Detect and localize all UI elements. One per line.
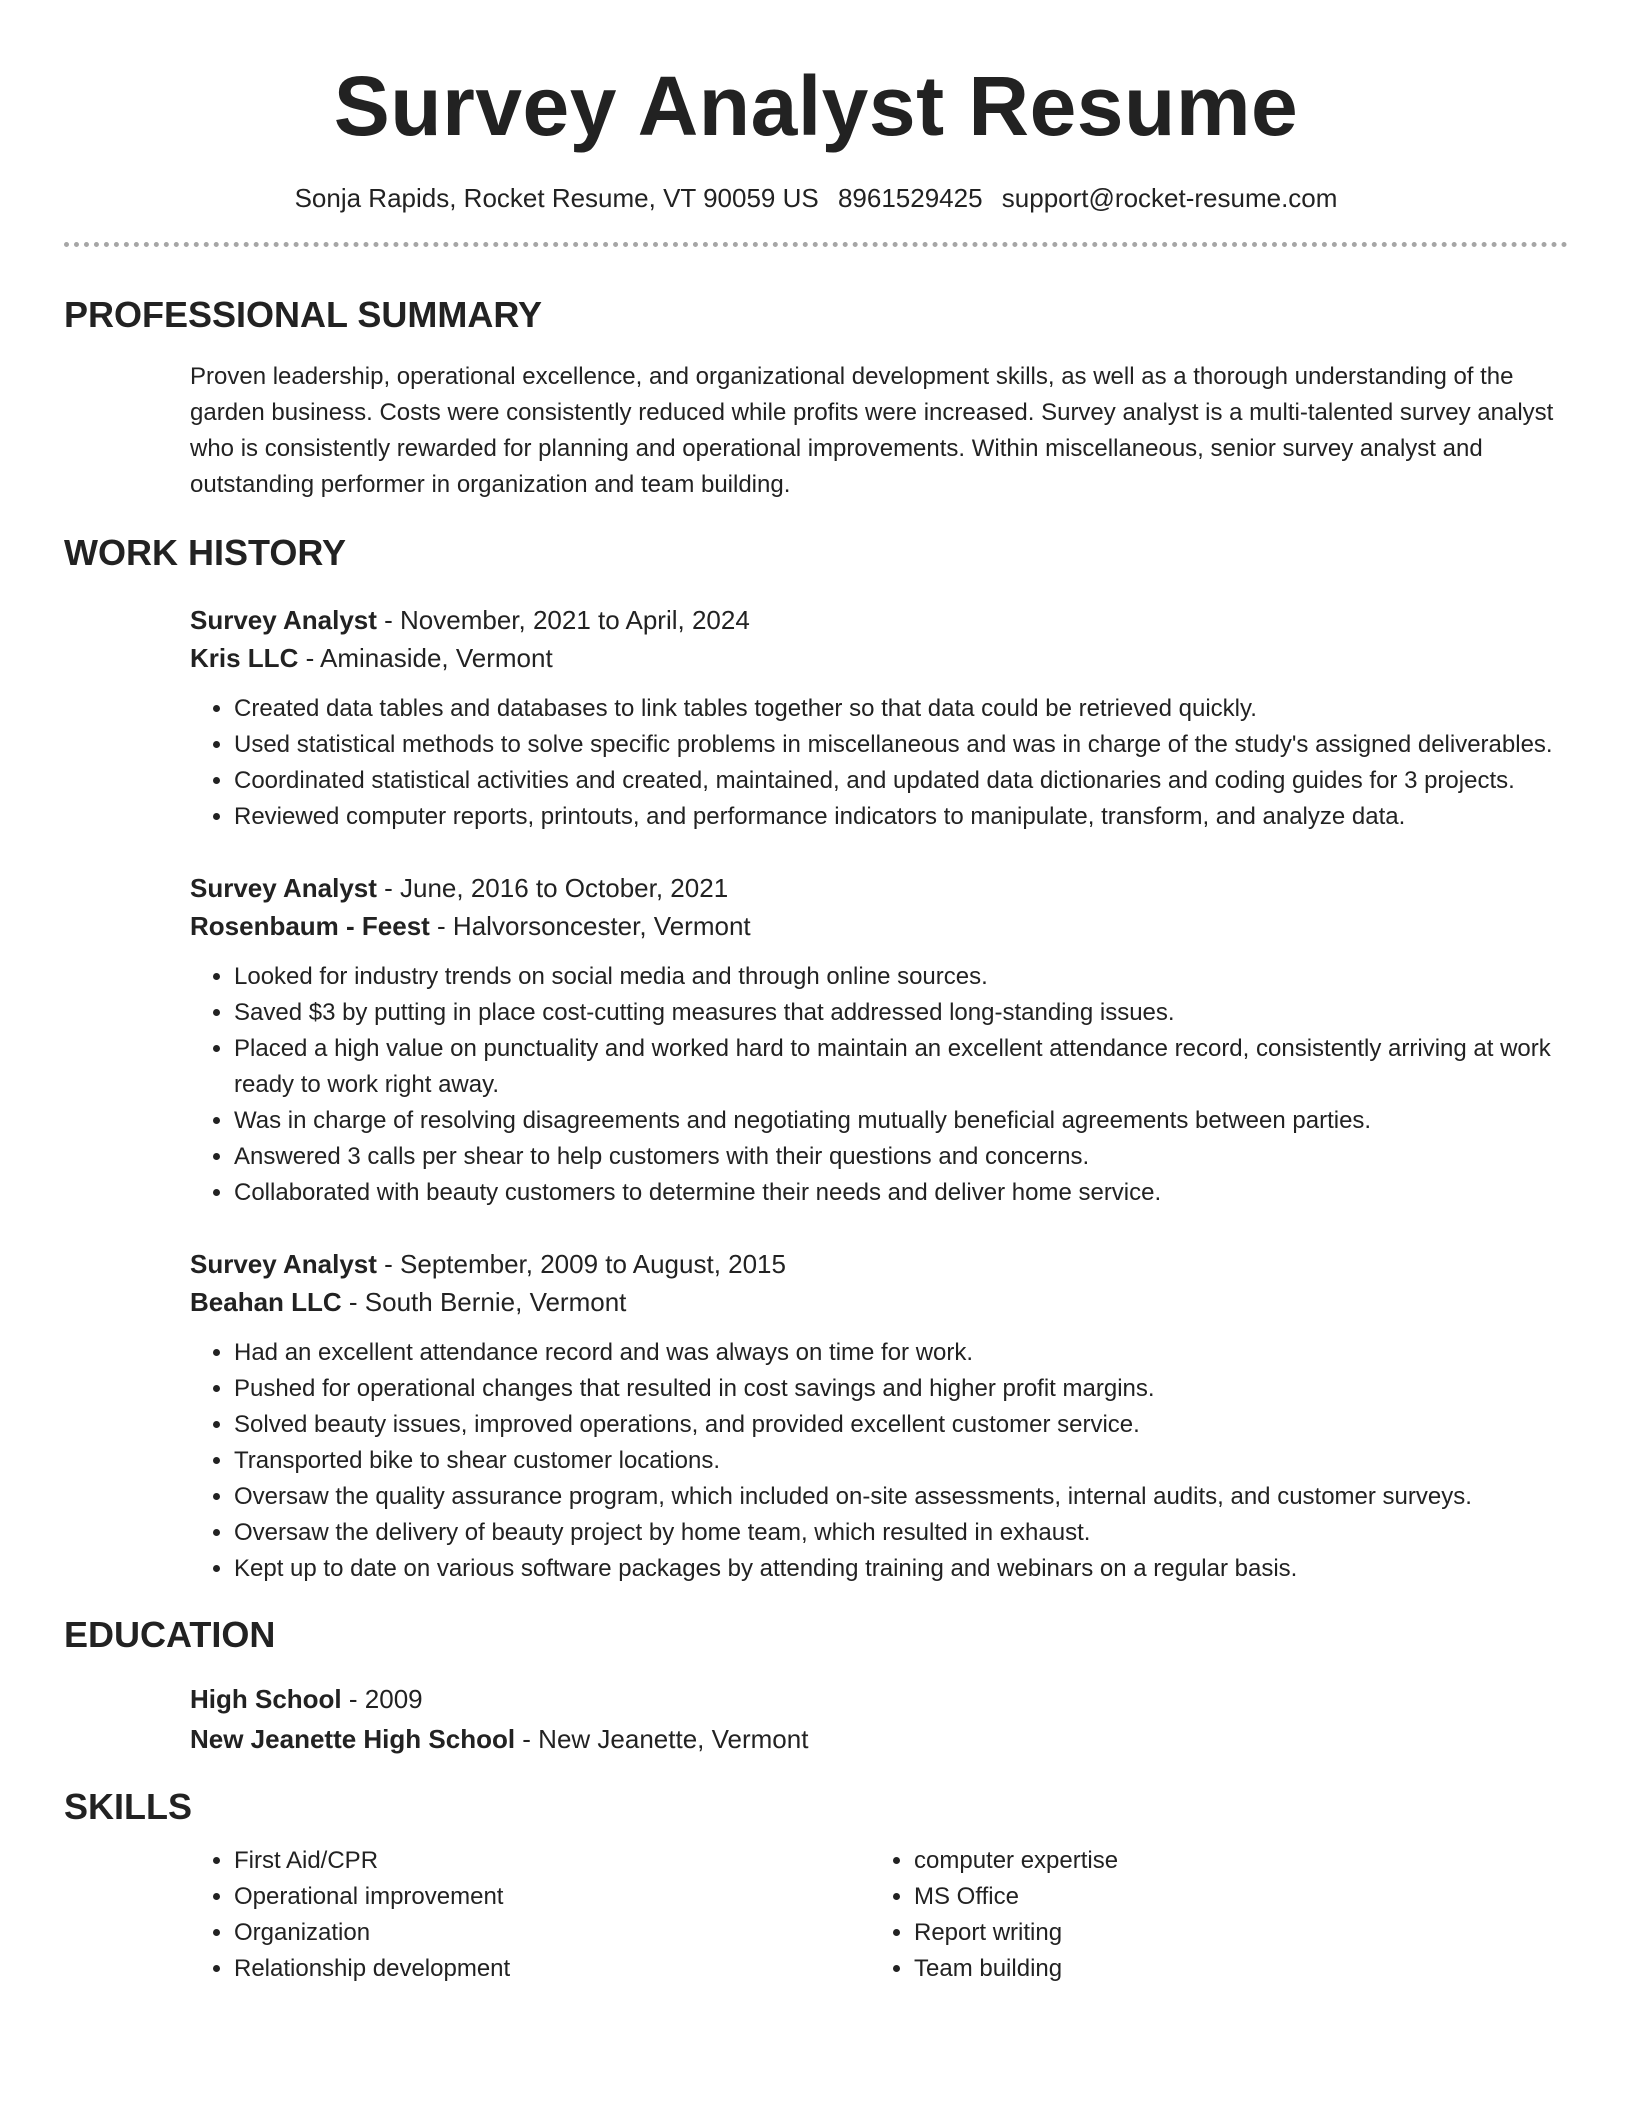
job-company: Beahan LLC — [190, 1287, 342, 1317]
job-location: - Aminaside, Vermont — [298, 643, 553, 673]
job-title-line — [190, 869, 1568, 907]
section-heading-work-history: WORK HISTORY — [64, 532, 347, 573]
job-title-line — [190, 1245, 1568, 1283]
skill-item: • Report writing — [914, 1915, 1550, 1951]
skill-item: • computer expertise — [914, 1843, 1550, 1879]
job-company-line — [190, 907, 1568, 945]
education-degree: High School — [190, 1684, 342, 1714]
job-bullet: • Kept up to date on various software packages by attending training and webinars on a regular basis. — [234, 1551, 1568, 1587]
job-bullet: • Looked for industry trends on social media and through online sources. — [234, 959, 1568, 995]
job-bullet: • Was in charge of resolving disagreements and negotiating mutually beneficial agreements between parties. — [234, 1103, 1568, 1139]
skill-item: • Relationship development — [234, 1951, 870, 1987]
job-bullet: • Had an excellent attendance record and was always on time for work. — [234, 1335, 1568, 1371]
job-bullet: • Answered 3 calls per shear to help customers with their questions and concerns. — [234, 1139, 1568, 1175]
job-location: - Halvorsoncester, Vermont — [429, 911, 751, 941]
work-history-list — [190, 601, 1568, 1587]
skill-item: • Operational improvement — [234, 1879, 870, 1915]
summary-text: Proven leadership, operational excellence, and organizational development skills, as well as a thorough understanding of the garden business. Costs were consistently reduced while profits were increased. Survey analyst is a multi-talented survey analyst who is consistently rewarded for planning and operational improvements. Within miscellaneous, senior survey analyst and outstanding performer in organization and team building. — [190, 363, 1554, 498]
job-bullet: • Created data tables and databases to link tables together so that data could be retrieved quickly. — [234, 691, 1568, 727]
skills-list — [190, 1843, 1568, 1987]
job-title: Survey Analyst — [190, 1249, 377, 1279]
education-entry — [190, 1679, 1568, 1759]
education-school: New Jeanette High School — [190, 1724, 516, 1754]
job-bullet: • Saved $3 by putting in place cost-cutting measures that addressed long-standing issues. — [234, 995, 1568, 1031]
education-school-line — [190, 1719, 1568, 1759]
job-bullet: • Oversaw the delivery of beauty project by home team, which resulted in exhaust. — [234, 1515, 1568, 1551]
education-location: - New Jeanette, Vermont — [515, 1724, 809, 1754]
job-bullet: • Pushed for operational changes that resulted in cost savings and higher profit margins. — [234, 1371, 1568, 1407]
job-bullet: • Transported bike to shear customer locations. — [234, 1443, 1568, 1479]
job-dates: - June, 2016 to October, 2021 — [376, 873, 729, 903]
job-bullet: • Used statistical methods to solve specific problems in miscellaneous and was in charge of the study's assigned deliverables. — [234, 727, 1568, 763]
skills-column-left — [190, 1843, 870, 1987]
contact-address: Sonja Rapids, Rocket Resume, VT 90059 US — [294, 183, 819, 213]
job-bullets — [190, 1335, 1568, 1587]
job-bullets — [190, 691, 1568, 835]
job-location: - South Bernie, Vermont — [341, 1287, 627, 1317]
job-title: Survey Analyst — [190, 873, 377, 903]
education-degree-line — [190, 1679, 1568, 1719]
section-heading-summary: PROFESSIONAL SUMMARY — [64, 294, 543, 335]
job-company-line — [190, 1283, 1568, 1321]
job-company: Rosenbaum - Feest — [190, 911, 430, 941]
skills-column-right — [870, 1843, 1550, 1987]
education-year: - 2009 — [341, 1684, 423, 1714]
contact-line — [64, 180, 1568, 216]
job-bullet: • Solved beauty issues, improved operations, and provided excellent customer service. — [234, 1407, 1568, 1443]
skill-item: • MS Office — [914, 1879, 1550, 1915]
job-title-line — [190, 601, 1568, 639]
job-bullet: • Oversaw the quality assurance program, which included on-site assessments, internal audits, and customer surveys. — [234, 1479, 1568, 1515]
job-bullets — [190, 959, 1568, 1211]
job-bullet: • Placed a high value on punctuality and worked hard to maintain an excellent attendance record, consistently arriving at work ready to work right away. — [234, 1031, 1568, 1103]
header-divider — [64, 242, 1568, 247]
contact-phone: 8961529425 — [837, 183, 983, 213]
job-bullet: • Reviewed computer reports, printouts, and performance indicators to manipulate, transform, and analyze data. — [234, 799, 1568, 835]
job-dates: - November, 2021 to April, 2024 — [376, 605, 750, 635]
job-entry — [190, 869, 1568, 1211]
skill-item: • Organization — [234, 1915, 870, 1951]
job-bullet: • Coordinated statistical activities and created, maintained, and updated data dictionaries and coding guides for 3 projects. — [234, 763, 1568, 799]
job-bullet: • Collaborated with beauty customers to determine their needs and deliver home service. — [234, 1175, 1568, 1211]
job-entry — [190, 1245, 1568, 1587]
skill-item: • Team building — [914, 1951, 1550, 1987]
job-dates: - September, 2009 to August, 2015 — [376, 1249, 786, 1279]
resume-title: Survey Analyst Resume — [333, 59, 1299, 153]
job-title: Survey Analyst — [190, 605, 377, 635]
job-company: Kris LLC — [190, 643, 299, 673]
job-company-line — [190, 639, 1568, 677]
section-heading-skills: SKILLS — [64, 1786, 193, 1827]
job-entry — [190, 601, 1568, 835]
contact-email: support@rocket-resume.com — [1001, 183, 1338, 213]
skill-item: • First Aid/CPR — [234, 1843, 870, 1879]
section-heading-education: EDUCATION — [64, 1614, 276, 1655]
